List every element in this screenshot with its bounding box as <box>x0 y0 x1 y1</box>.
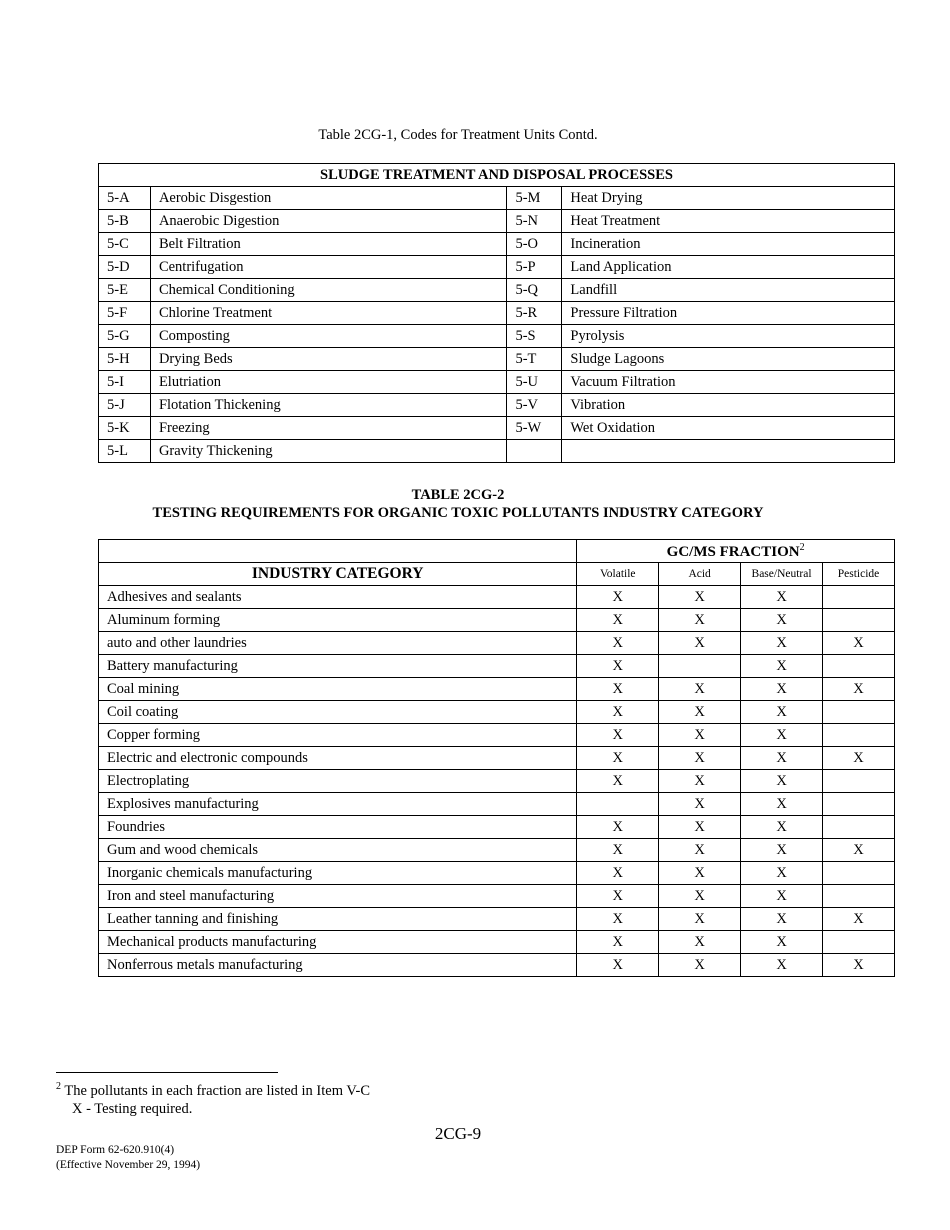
process-cell: Wet Oxidation <box>562 417 895 440</box>
base-neutral-cell: X <box>741 747 823 770</box>
pesticide-cell <box>823 931 895 954</box>
table-row <box>99 885 895 908</box>
table-row <box>99 678 895 701</box>
pesticide-cell: X <box>823 954 895 977</box>
base-neutral-cell: X <box>741 816 823 839</box>
acid-cell: X <box>659 586 741 609</box>
process-cell: Landfill <box>562 279 895 302</box>
acid-cell: X <box>659 793 741 816</box>
pesticide-cell: X <box>823 839 895 862</box>
industry-cell: Electric and electronic compounds <box>99 747 577 770</box>
code-cell: 5-I <box>99 371 151 394</box>
base-neutral-cell: X <box>741 586 823 609</box>
industry-category-header: INDUSTRY CATEGORY <box>99 563 577 586</box>
base-neutral-cell: X <box>741 885 823 908</box>
acid-cell: X <box>659 885 741 908</box>
volatile-cell: X <box>577 908 659 931</box>
table-row <box>99 862 895 885</box>
code-cell: 5-J <box>99 394 151 417</box>
acid-cell: X <box>659 632 741 655</box>
acid-cell: X <box>659 770 741 793</box>
volatile-cell: X <box>577 839 659 862</box>
acid-cell: X <box>659 724 741 747</box>
table-row <box>99 394 895 417</box>
volatile-cell <box>577 793 659 816</box>
industry-cell: Explosives manufacturing <box>99 793 577 816</box>
base-neutral-cell: X <box>741 862 823 885</box>
code-cell: 5-U <box>507 371 562 394</box>
table-row <box>99 816 895 839</box>
footnote-text: The pollutants in each fraction are listed in Item V-C <box>64 1082 371 1099</box>
code-cell: 5-K <box>99 417 151 440</box>
table-row <box>99 954 895 977</box>
process-cell: Elutriation <box>150 371 507 394</box>
process-cell: Chlorine Treatment <box>150 302 507 325</box>
table-row <box>99 348 895 371</box>
process-cell: Incineration <box>562 233 895 256</box>
sludge-table-header: SLUDGE TREATMENT AND DISPOSAL PROCESSES <box>99 164 895 187</box>
x-legend: X - Testing required. <box>72 1101 193 1117</box>
industry-cell: Leather tanning and finishing <box>99 908 577 931</box>
pesticide-cell <box>823 793 895 816</box>
pesticide-cell <box>823 609 895 632</box>
process-cell: Heat Treatment <box>562 210 895 233</box>
process-cell <box>562 440 895 463</box>
volatile-cell: X <box>577 816 659 839</box>
process-cell: Freezing <box>150 417 507 440</box>
industry-cell: Battery manufacturing <box>99 655 577 678</box>
process-cell: Anaerobic Digestion <box>150 210 507 233</box>
industry-cell: Coil coating <box>99 701 577 724</box>
volatile-cell: X <box>577 931 659 954</box>
table-row <box>99 839 895 862</box>
table-row <box>99 233 895 256</box>
pesticide-cell <box>823 724 895 747</box>
base-neutral-cell: X <box>741 632 823 655</box>
code-cell: 5-S <box>507 325 562 348</box>
pesticide-cell: X <box>823 747 895 770</box>
volatile-cell: X <box>577 678 659 701</box>
volatile-cell: X <box>577 862 659 885</box>
code-cell: 5-A <box>99 187 151 210</box>
acid-cell: X <box>659 839 741 862</box>
table-row <box>99 371 895 394</box>
base-neutral-cell: X <box>741 954 823 977</box>
footnote-mark: 2 <box>56 1081 61 1092</box>
col-volatile: Volatile <box>577 563 659 586</box>
base-neutral-cell: X <box>741 908 823 931</box>
pesticide-cell <box>823 701 895 724</box>
acid-cell <box>659 655 741 678</box>
table1-caption: Table 2CG-1, Codes for Treatment Units Contd. <box>318 127 598 143</box>
base-neutral-cell: X <box>741 793 823 816</box>
code-cell: 5-T <box>507 348 562 371</box>
acid-cell: X <box>659 862 741 885</box>
pesticide-cell <box>823 862 895 885</box>
code-cell: 5-V <box>507 394 562 417</box>
industry-cell: auto and other laundries <box>99 632 577 655</box>
code-cell: 5-R <box>507 302 562 325</box>
code-cell: 5-H <box>99 348 151 371</box>
table2-title-line1: TABLE 2CG-2 <box>411 487 505 503</box>
process-cell: Sludge Lagoons <box>562 348 895 371</box>
industry-cell: Iron and steel manufacturing <box>99 885 577 908</box>
acid-cell: X <box>659 931 741 954</box>
table-row <box>99 655 895 678</box>
col-acid: Acid <box>659 563 741 586</box>
acid-cell: X <box>659 908 741 931</box>
testing-requirements-table <box>98 539 895 977</box>
volatile-cell: X <box>577 747 659 770</box>
process-cell: Land Application <box>562 256 895 279</box>
page-number: 2CG-9 <box>434 1124 482 1143</box>
acid-cell: X <box>659 816 741 839</box>
form-number: DEP Form 62-620.910(4) <box>56 1144 175 1156</box>
volatile-cell: X <box>577 885 659 908</box>
table-row <box>99 908 895 931</box>
code-cell: 5-O <box>507 233 562 256</box>
table-row <box>99 701 895 724</box>
code-cell: 5-G <box>99 325 151 348</box>
pesticide-cell: X <box>823 632 895 655</box>
industry-cell: Foundries <box>99 816 577 839</box>
table-row <box>99 724 895 747</box>
volatile-cell: X <box>577 701 659 724</box>
table-row <box>99 417 895 440</box>
process-cell: Centrifugation <box>150 256 507 279</box>
base-neutral-cell: X <box>741 655 823 678</box>
industry-cell: Mechanical products manufacturing <box>99 931 577 954</box>
sludge-treatment-table <box>98 163 895 463</box>
table-row <box>99 586 895 609</box>
base-neutral-cell: X <box>741 839 823 862</box>
pesticide-cell <box>823 885 895 908</box>
table-row <box>99 747 895 770</box>
acid-cell: X <box>659 701 741 724</box>
pesticide-cell: X <box>823 908 895 931</box>
process-cell: Chemical Conditioning <box>150 279 507 302</box>
industry-cell: Adhesives and sealants <box>99 586 577 609</box>
footnote-divider <box>56 1072 278 1073</box>
pesticide-cell <box>823 770 895 793</box>
table-row <box>99 210 895 233</box>
table-row <box>99 609 895 632</box>
table2-title <box>0 486 916 522</box>
pesticide-cell: X <box>823 678 895 701</box>
process-cell: Gravity Thickening <box>150 440 507 463</box>
code-cell: 5-E <box>99 279 151 302</box>
process-cell: Vibration <box>562 394 895 417</box>
base-neutral-cell: X <box>741 609 823 632</box>
process-cell: Composting <box>150 325 507 348</box>
acid-cell: X <box>659 678 741 701</box>
base-neutral-cell: X <box>741 770 823 793</box>
table-row <box>99 279 895 302</box>
blank-header-cell <box>99 540 577 563</box>
pesticide-cell <box>823 816 895 839</box>
code-cell: 5-F <box>99 302 151 325</box>
volatile-cell: X <box>577 632 659 655</box>
gcms-fraction-label: GC/MS FRACTION <box>666 543 800 560</box>
volatile-cell: X <box>577 655 659 678</box>
code-cell: 5-L <box>99 440 151 463</box>
process-cell: Drying Beds <box>150 348 507 371</box>
table-row <box>99 325 895 348</box>
industry-cell: Nonferrous metals manufacturing <box>99 954 577 977</box>
industry-cell: Inorganic chemicals manufacturing <box>99 862 577 885</box>
table-row <box>99 931 895 954</box>
code-cell: 5-Q <box>507 279 562 302</box>
process-cell: Belt Filtration <box>150 233 507 256</box>
code-cell: 5-D <box>99 256 151 279</box>
pesticide-cell <box>823 586 895 609</box>
code-cell: 5-M <box>507 187 562 210</box>
footnote-ref: 2 <box>799 541 805 553</box>
table-row <box>99 440 895 463</box>
process-cell: Pyrolysis <box>562 325 895 348</box>
form-effective-date: (Effective November 29, 1994) <box>56 1159 201 1171</box>
industry-cell: Aluminum forming <box>99 609 577 632</box>
base-neutral-cell: X <box>741 701 823 724</box>
col-base-neutral: Base/Neutral <box>741 563 823 586</box>
table2-title-line2: TESTING REQUIREMENTS FOR ORGANIC TOXIC POLLUTANTS INDUSTRY CATEGORY <box>152 505 764 521</box>
process-cell: Aerobic Disgestion <box>150 187 507 210</box>
footnote-2 <box>56 1081 370 1100</box>
volatile-cell: X <box>577 770 659 793</box>
acid-cell: X <box>659 954 741 977</box>
table-row <box>99 793 895 816</box>
process-cell: Pressure Filtration <box>562 302 895 325</box>
process-cell: Flotation Thickening <box>150 394 507 417</box>
code-cell: 5-B <box>99 210 151 233</box>
table-row <box>99 302 895 325</box>
base-neutral-cell: X <box>741 678 823 701</box>
table-row <box>99 256 895 279</box>
base-neutral-cell: X <box>741 931 823 954</box>
pesticide-cell <box>823 655 895 678</box>
volatile-cell: X <box>577 954 659 977</box>
table-row <box>99 770 895 793</box>
process-cell: Heat Drying <box>562 187 895 210</box>
base-neutral-cell: X <box>741 724 823 747</box>
table-row <box>99 187 895 210</box>
code-cell: 5-N <box>507 210 562 233</box>
process-cell: Vacuum Filtration <box>562 371 895 394</box>
industry-cell: Copper forming <box>99 724 577 747</box>
volatile-cell: X <box>577 724 659 747</box>
industry-cell: Coal mining <box>99 678 577 701</box>
col-pesticide: Pesticide <box>823 563 895 586</box>
code-cell <box>507 440 562 463</box>
table-row <box>99 632 895 655</box>
industry-cell: Electroplating <box>99 770 577 793</box>
code-cell: 5-C <box>99 233 151 256</box>
volatile-cell: X <box>577 609 659 632</box>
acid-cell: X <box>659 747 741 770</box>
gcms-fraction-header <box>577 540 895 563</box>
acid-cell: X <box>659 609 741 632</box>
code-cell: 5-P <box>507 256 562 279</box>
code-cell: 5-W <box>507 417 562 440</box>
volatile-cell: X <box>577 586 659 609</box>
industry-cell: Gum and wood chemicals <box>99 839 577 862</box>
